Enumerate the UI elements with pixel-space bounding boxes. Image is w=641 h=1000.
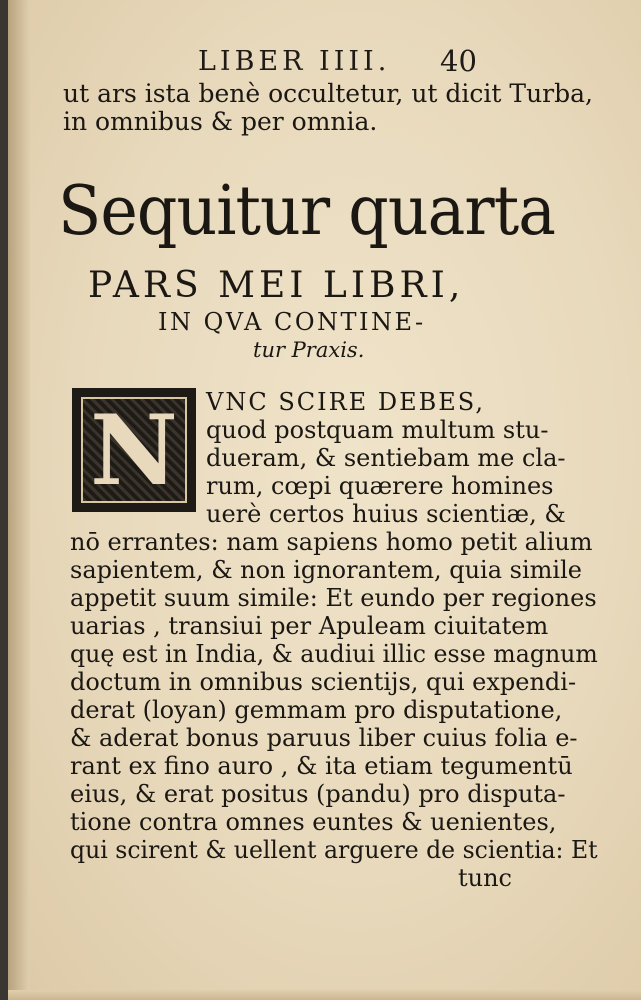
body-line: & aderat bonus paruus liber cuius folia e- [70,724,578,752]
running-title: LIBER IIII. [198,46,391,77]
section-title: Sequitur quarta [58,172,555,251]
body-line: appetit suum simile: Et eundo per regiones [70,584,597,612]
body-line: uarias , transiui per Apuleam ciuitatem [70,612,549,640]
body-line: sapientem, & non ignorantem, quia simile [70,556,582,584]
page-number: 40 [440,44,477,78]
section-subtitle: PARS MEI LIBRI, [88,265,465,306]
body-line: qui scirent & uellent arguere de scientia: Et [70,836,598,864]
section-subtitle-line3: tur Praxis. [253,338,365,362]
body-line: quę est in India, & audiui illic esse magnum [70,640,598,668]
running-head [8,40,641,80]
body-line: tione contra omnes euntes & uenientes, [70,808,557,836]
body-line: dueram, & sentiebam me cla- [206,444,566,472]
body-line: derat (loyan) gemmam pro disputatione, [70,696,563,724]
intro-line: in omnibus & per omnia. [63,107,378,136]
body-line: quod postquam multum stu- [206,416,549,444]
page-bottom-edge [8,990,641,1000]
intro-line: ut ars ista benè occultetur, ut dicit Turba, [63,79,593,108]
body-line: VNC SCIRE DEBES, [206,388,485,416]
initial-letter: N [90,393,178,507]
body-line: uerè certos huius scientiæ, & [206,500,566,528]
body-line: nō errantes: nam sapiens homo petit alium [70,528,593,556]
body-line: doctum in omnibus scientijs, qui expendi- [70,668,577,696]
body-line: eius, & erat positus (pandu) pro disputa- [70,780,566,808]
page-gutter [8,0,30,1000]
decorated-initial [72,388,196,512]
section-subtitle-line2: IN QVA CONTINE- [158,308,426,336]
body-line: rant ex fino auro , & ita etiam tegumentū [70,752,573,780]
body-line: rum, cœpi quærere homines [206,472,554,500]
catchword: tunc [458,864,512,892]
book-page [8,0,641,1000]
